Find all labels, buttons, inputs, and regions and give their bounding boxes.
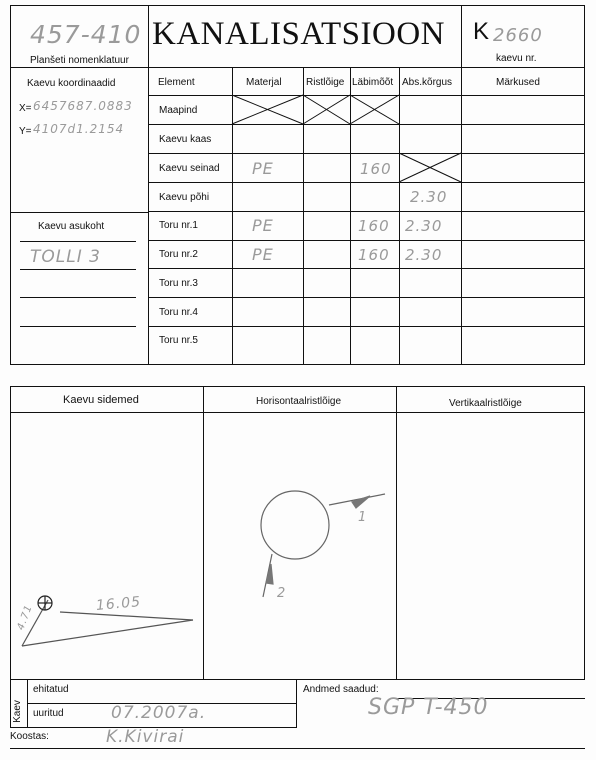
x-value: 6457687.0883 (33, 99, 133, 113)
row-element: Kaevu kaas (159, 134, 212, 145)
cell-abs: 2.30 (405, 217, 443, 235)
cell-abs: 2.30 (405, 246, 443, 264)
location-value: TOLLI 3 (30, 247, 101, 267)
cell-labimoot: 160 (360, 160, 392, 178)
col-element: Element (158, 77, 195, 88)
well-number: 2660 (493, 25, 543, 46)
well-prefix: K (473, 18, 490, 45)
location-heading: Kaevu asukoht (38, 221, 105, 232)
row-element: Toru nr.1 (159, 220, 198, 231)
author-label: Koostas: (10, 731, 49, 742)
row-element: Toru nr.5 (159, 335, 198, 346)
row-element: Maapind (159, 105, 198, 116)
x-label: X= (19, 103, 32, 114)
y-label: Y= (19, 126, 32, 137)
source-value: SGP T-450 (368, 695, 489, 720)
y-value: 4107d1.2154 (33, 122, 125, 136)
cell-materjal: PE (252, 245, 274, 264)
source-label: Andmed saadud: (303, 684, 379, 695)
sketch-col-vertical: Vertikaalristlõige (449, 398, 522, 409)
col-materjal: Materjal (246, 77, 282, 88)
horizontal-section-sketch (261, 491, 385, 597)
pipe-1-label: 1 (358, 510, 368, 525)
col-ristloige: Ristlõige (306, 77, 345, 88)
well-label: kaevu nr. (496, 53, 537, 64)
cell-labimoot: 160 (358, 246, 390, 264)
distance-label: 16.05 (95, 594, 142, 614)
col-abs: Abs.kõrgus (402, 77, 453, 88)
cell-labimoot: 160 (358, 217, 390, 235)
row-element: Toru nr.4 (159, 307, 198, 318)
measured-label: uuritud (33, 708, 64, 719)
author-value: K.Kivirai (106, 727, 185, 747)
cell-abs: 2.30 (410, 188, 448, 206)
cell-materjal: PE (252, 216, 274, 235)
kaev-label: Kaev (11, 700, 23, 723)
row-element: Toru nr.3 (159, 278, 198, 289)
sheet-code: 457-410 (30, 20, 142, 49)
page-title: KANALISATSIOON (152, 16, 445, 52)
row-element: Kaevu põhi (159, 192, 210, 203)
col-markused: Märkused (496, 77, 540, 88)
built-label: ehitatud (33, 684, 69, 695)
pipe-2-label: 2 (277, 586, 287, 601)
coords-heading: Kaevu koordinaadid (27, 78, 116, 89)
measured-date: 07.2007a. (111, 703, 207, 723)
row-element: Kaevu seinad (159, 163, 220, 174)
side-label: 4.71 (15, 603, 35, 632)
sketch-col-connections: Kaevu sidemed (63, 394, 139, 406)
sheet-label: Planšeti nomenklatuur (30, 55, 129, 66)
row-element: Toru nr.2 (159, 249, 198, 260)
sketch-col-horizontal: Horisontaalristlõige (256, 396, 342, 407)
cell-materjal: PE (252, 159, 274, 178)
col-labimoot: Läbimõõt (352, 77, 394, 88)
